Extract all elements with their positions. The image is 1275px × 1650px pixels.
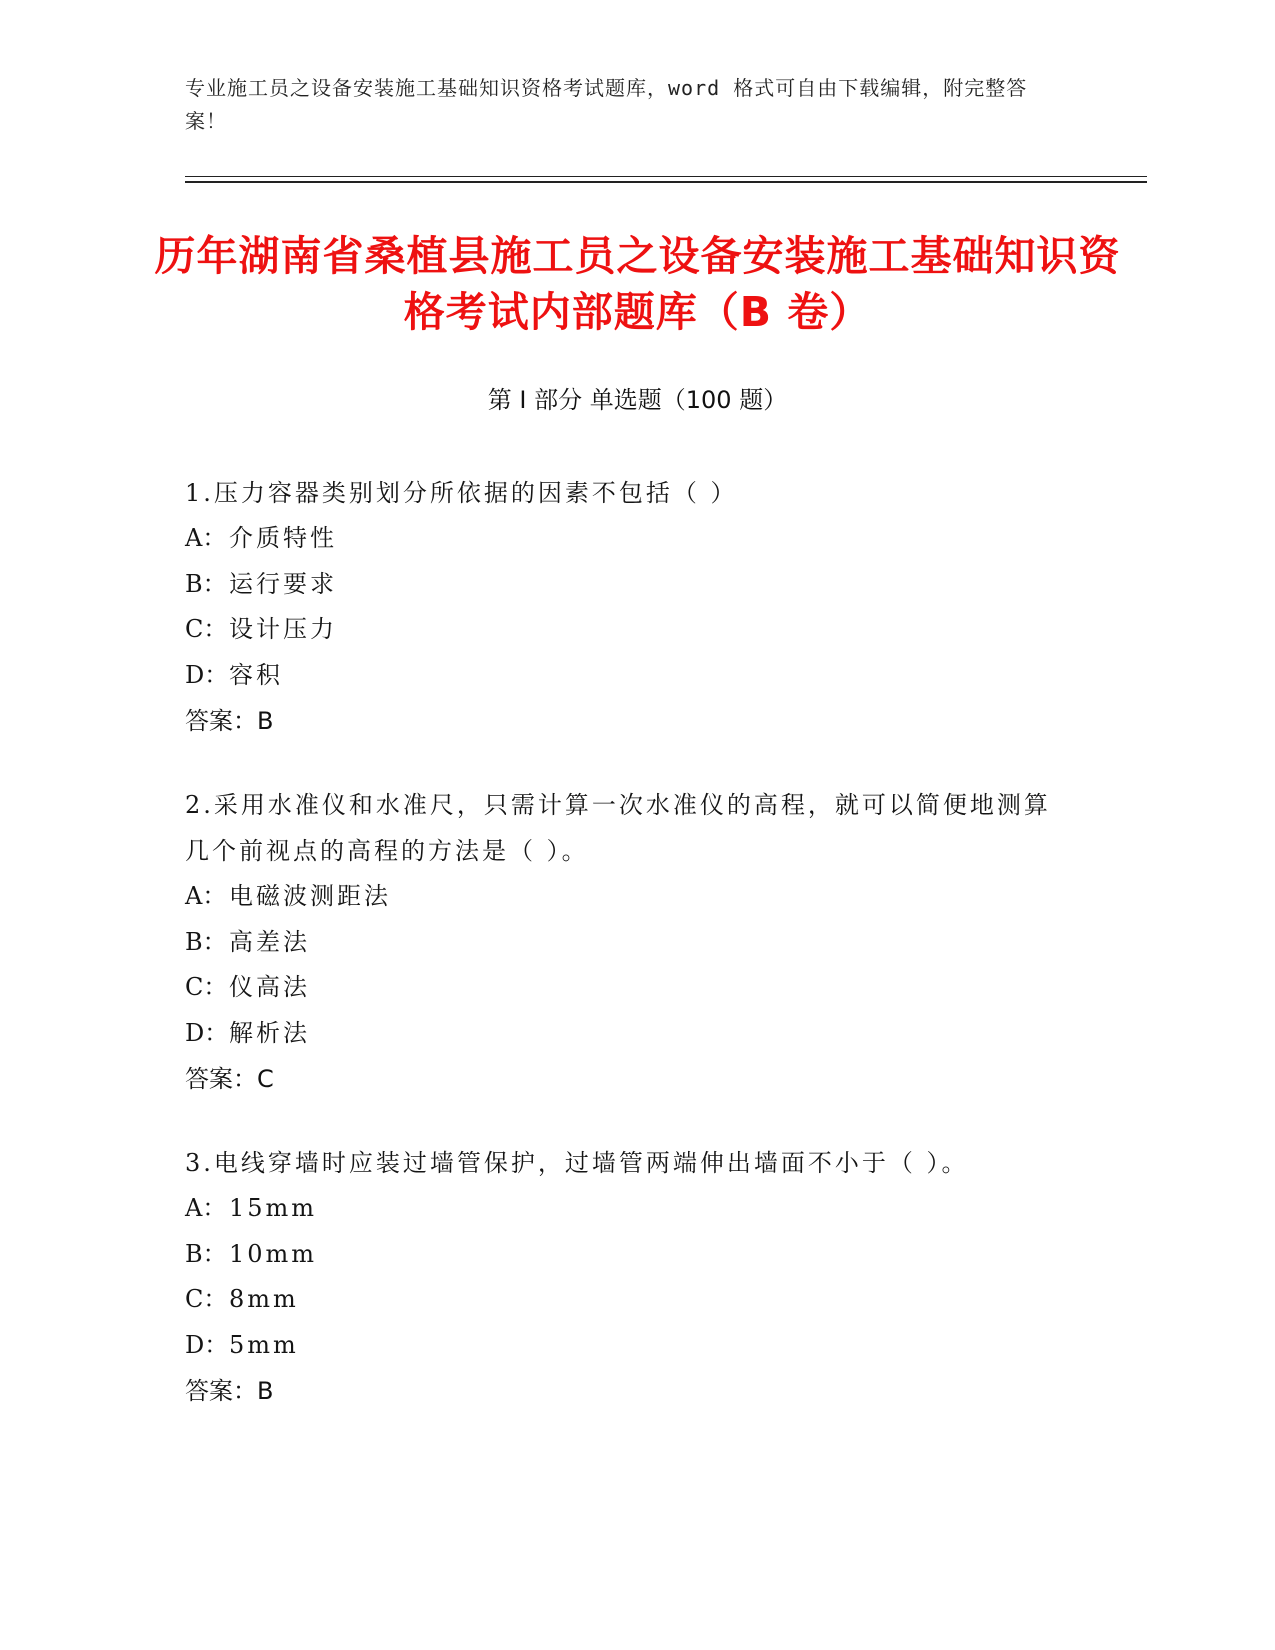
option-d [185,1011,1065,1057]
option-b [185,1232,1065,1278]
option-text: 高差法 [229,927,310,956]
question-list [185,470,1065,1452]
option-b [185,920,1065,966]
option-text: 5mm [229,1330,299,1359]
option-key: C： [185,973,228,1001]
option-c [185,1277,1065,1323]
option-text: 运行要求 [229,569,337,598]
option-a [185,516,1065,562]
question-3 [185,1140,1065,1414]
option-key: D： [185,660,229,689]
option-text: 10mm [229,1239,318,1268]
header-note: 专业施工员之设备安装施工基础知识资格考试题库，word 格式可自由下载编辑，附完整答案！ [185,76,1028,133]
option-text: 仪高法 [229,973,310,1001]
option-b [185,562,1065,608]
option-a [185,1186,1065,1232]
option-c [185,607,1065,653]
option-d [185,1323,1065,1369]
option-text: 容积 [229,660,283,689]
option-key: A： [185,1194,227,1222]
question-stem: 1.压力容器类别划分所依据的因素不包括（ ） [185,479,738,507]
option-c [185,965,1065,1011]
option-key: D： [185,1330,229,1359]
answer: 答案：B [185,707,274,735]
question-2 [185,782,1065,1102]
option-key: C： [185,1285,228,1313]
option-key: A： [185,882,227,910]
option-key: D： [185,1018,229,1047]
answer: 答案：B [185,1377,274,1405]
answer: 答案：C [185,1065,274,1093]
section-title: 第 I 部分 单选题（100 题） [487,386,788,414]
option-key: B： [185,569,227,598]
option-key: A： [185,524,227,552]
option-d [185,653,1065,699]
option-key: B： [185,927,227,956]
question-stem: 2.采用水准仪和水准尺，只需计算一次水准仪的高程，就可以简便地测算几个前视点的高程的方法是（ ）。 [185,791,1051,865]
option-text: 解析法 [229,1018,310,1047]
header-rule-thin [185,176,1147,177]
header-rule-thick [185,181,1147,183]
question-1 [185,470,1065,744]
option-key: B： [185,1239,227,1268]
option-text: 介质特性 [229,524,337,552]
option-text: 电磁波测距法 [229,882,391,910]
question-stem: 3.电线穿墙时应装过墙管保护，过墙管两端伸出墙面不小于（ ）。 [185,1149,969,1177]
document-title: 历年湖南省桑植县施工员之设备安装施工基础知识资格考试内部题库（B 卷） [154,232,1121,336]
option-text: 设计压力 [229,615,337,643]
option-a [185,874,1065,920]
option-text: 8mm [229,1285,299,1313]
option-key: C： [185,615,228,643]
option-text: 15mm [229,1194,318,1222]
